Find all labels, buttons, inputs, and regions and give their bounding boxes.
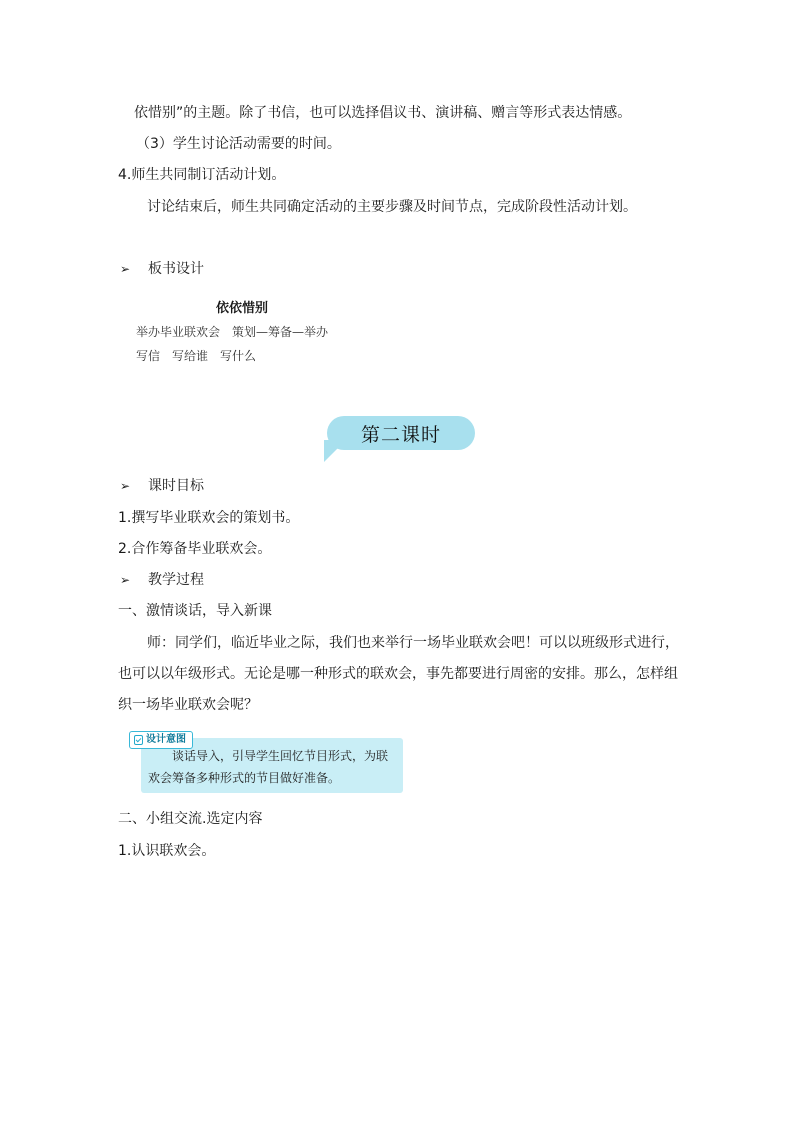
design-intent-tag [129, 731, 193, 749]
paragraph-line: 织一场毕业联欢会呢？ [118, 697, 258, 713]
design-intent-tag-label: 设计意图 [146, 734, 186, 745]
lesson-banner-label: 第二课时 [360, 423, 441, 446]
board-design-row: 举办毕业联欢会 策划—筹备—举办 [136, 325, 329, 339]
list-item: 2.合作筹备毕业联欢会。 [118, 541, 272, 557]
bullet-arrow-icon: ➢ [120, 262, 131, 276]
design-intent-text: 欢会筹备多种形式的节目做好准备。 [148, 771, 341, 785]
list-item: 1.认识联欢会。 [118, 843, 216, 859]
list-item: 1.撰写毕业联欢会的策划书。 [118, 510, 300, 526]
bullet-arrow-icon: ➢ [120, 479, 131, 493]
sub-heading: 一、激情谈话，导入新课 [118, 603, 272, 619]
paragraph-line: 依惜别”的主题。除了书信，也可以选择倡议书、演讲稿、赠言等形式表达情感。 [134, 105, 632, 121]
board-design-row: 写信 写给谁 写什么 [136, 349, 257, 363]
section-heading-board-design: 板书设计 [148, 261, 204, 277]
bullet-arrow-icon: ➢ [120, 573, 131, 587]
paragraph-line: 也可以以年级形式。无论是哪一种形式的联欢会，事先都要进行周密的安排。那么，怎样组 [118, 666, 678, 682]
lesson-banner [327, 416, 475, 450]
sub-heading: 二、小组交流.选定内容 [118, 811, 263, 827]
section-heading-process: 教学过程 [148, 572, 204, 588]
board-design-title: 依依惜别 [216, 301, 269, 316]
list-item: （3）学生讨论活动需要的时间。 [136, 136, 341, 152]
paragraph-line: 师：同学们，临近毕业之际，我们也来举行一场毕业联欢会吧！可以以班级形式进行， [147, 635, 679, 651]
design-intent-text: 谈话导入，引导学生回忆节目形式，为联 [172, 749, 389, 763]
paragraph-line: 讨论结束后，师生共同确定活动的主要步骤及时间节点，完成阶段性活动计划。 [147, 199, 637, 215]
checklist-icon [134, 735, 143, 745]
section-heading-objectives: 课时目标 [148, 478, 204, 494]
list-item: 4.师生共同制订活动计划。 [118, 167, 286, 183]
